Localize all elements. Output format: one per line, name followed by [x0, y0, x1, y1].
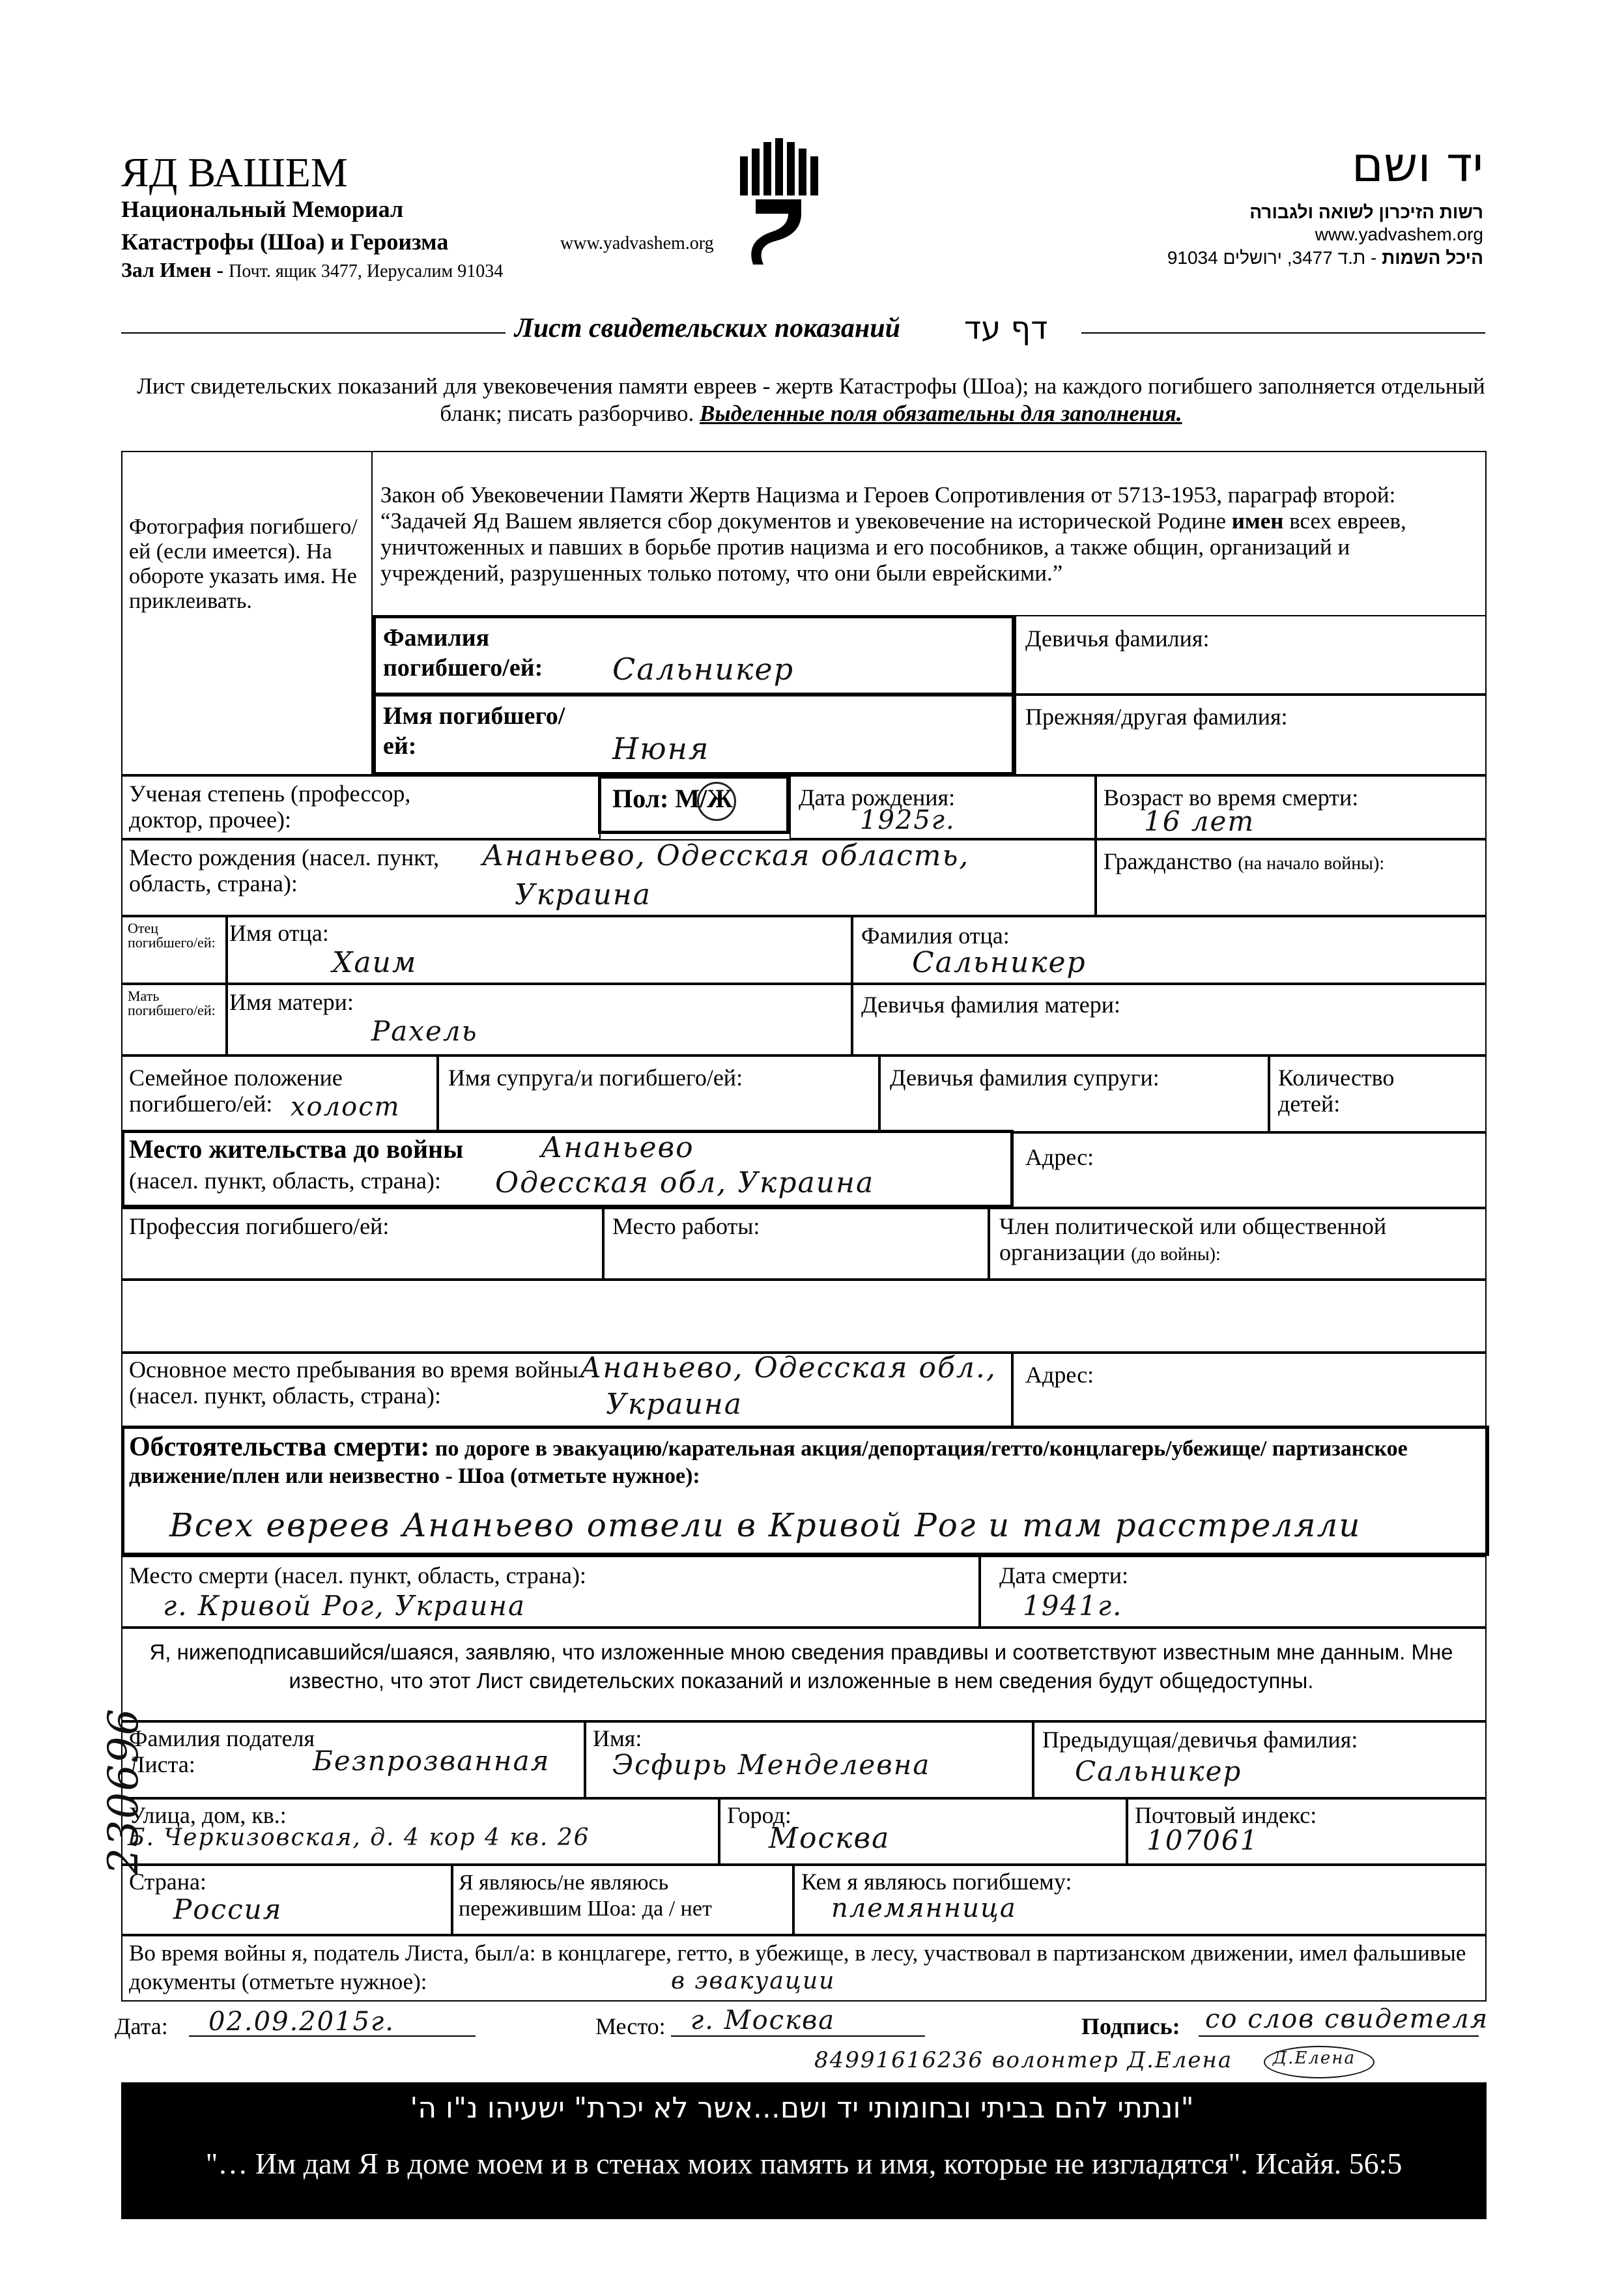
- death-date-label: Дата смерти:: [999, 1562, 1129, 1588]
- url-left[interactable]: www.yadvashem.org: [560, 233, 714, 253]
- circumstances-label-block: [129, 1433, 1477, 1490]
- spouse-name-label: Имя супруга/и погибшего/ей:: [448, 1065, 743, 1091]
- yad-vashem-title-ru: ЯД ВАШЕМ: [121, 149, 348, 195]
- wartime-place-value-1: Ананьево, Одесская обл.,: [580, 1351, 997, 1385]
- country-value: Россия: [173, 1893, 283, 1925]
- relation-label: Кем я являюсь погибшему:: [801, 1869, 1072, 1895]
- residence-value-2: Одесская обл, Украина: [495, 1166, 875, 1199]
- victim-surname-label: Фамилия погибшего/ей:: [383, 624, 543, 682]
- death-place-label: Место смерти (насел. пункт, область, страна):: [129, 1562, 586, 1588]
- date-value: 02.09.2015г.: [208, 2007, 395, 2037]
- sex-label: Пол: М/Ж: [612, 784, 733, 813]
- street-value: Б. Черкизовская, д. 4 кор 4 кв. 26: [128, 1824, 590, 1851]
- dob-label: Дата рождения:: [799, 784, 956, 811]
- url-right[interactable]: www.yadvashem.org: [1315, 224, 1483, 244]
- zip-label: Почтовый индекс:: [1135, 1802, 1317, 1828]
- submitter-name-value: Эсфирь Менделевна: [612, 1749, 931, 1781]
- member-label-main: Член политической или общественной организации: [999, 1213, 1387, 1265]
- signature-line: [1199, 2035, 1479, 2037]
- sex-male-circle-icon: [697, 782, 736, 821]
- circumstances-label: Обстоятельства смерти:: [129, 1432, 430, 1462]
- other-surname-label: Прежняя/другая фамилия:: [1025, 704, 1288, 730]
- member-label: [999, 1213, 1481, 1268]
- declaration-text: Я, нижеподписавшийся/шаяся, заявляю, что изложенные мною сведения правдивы и соответствуют известным мне данным. Мне известно, что этот Лист свидетельских показаний и изложенные в нем сведения будут общедоступны.: [149, 1640, 1453, 1693]
- submitter-surname-value: Безпрозванная: [313, 1745, 550, 1777]
- volunteer-signature-icon: [1264, 2046, 1375, 2078]
- marital-label: Семейное положение погибшего/ей:: [129, 1065, 343, 1117]
- residence-label: Место жительства до войны: [129, 1134, 464, 1164]
- title-rule-right: [1081, 332, 1485, 334]
- blank-row: [121, 1280, 1487, 1353]
- wartime-place-label: Основное место пребывания во время войны (насел. пункт, область, страна):: [129, 1357, 578, 1409]
- circumstances-value: Всех евреев Ананьево отвели в Кривой Рог и там расстреляли: [169, 1506, 1361, 1544]
- children-label: Количество детей:: [1278, 1065, 1395, 1117]
- mother-name-value: Рахель: [371, 1015, 478, 1047]
- hall-of-names-he: [1167, 248, 1483, 268]
- city-value: Москва: [769, 1822, 890, 1855]
- hall-of-names-line: [121, 258, 503, 282]
- circumstances-options: по дороге в эвакуацию/карательная акция/депортация/гетто/концлагерь/убежище/ партизанское движение/плен или неизвестно - Шоа (отметьте нужное):: [129, 1437, 1408, 1488]
- law-text-bold: имен: [1231, 508, 1284, 534]
- residence-value-1: Ананьево: [541, 1131, 694, 1164]
- side-number: 230696: [100, 1707, 148, 1874]
- father-name-value: Хаим: [332, 946, 418, 979]
- submitter-wartime-label: Во время войны я, податель Листа, был/а: в концлагере, гетто, в убежище, в лесу, участвовал в партизанском движении, имел фальшивые документы (отметьте нужное):: [129, 1940, 1466, 1994]
- form-title-hebrew: דף עד: [964, 310, 1048, 347]
- zip-value: 107061: [1147, 1824, 1259, 1856]
- quote-hebrew: "ונתתי להם בביתי ובחומותי יד ושם...אשר לא יכרת" ישעיהו נ"ו ה': [410, 2091, 1194, 2125]
- submitter-wartime-value: в эвакуации: [671, 1968, 836, 1994]
- relation-value: племянница: [831, 1893, 1017, 1923]
- yad-vashem-logo-icon: [730, 137, 821, 267]
- mother-maiden-label: Девичья фамилия матери:: [861, 992, 1121, 1018]
- hall-of-names-label: Зал Имен -: [121, 258, 224, 281]
- country-label: Страна:: [129, 1869, 207, 1895]
- form-title: Лист свидетельских показаний: [515, 313, 900, 343]
- citizenship-label-main: Гражданство: [1104, 848, 1232, 874]
- maiden-name-label: Девичья фамилия:: [1025, 625, 1210, 652]
- intro-mandatory: Выделенные поля обязательны для заполнения.: [700, 401, 1182, 426]
- age-label: Возраст во время смерти:: [1104, 784, 1359, 811]
- workplace-label: Место работы:: [612, 1213, 760, 1239]
- mother-side-label: Мать погибшего/ей:: [128, 988, 216, 1018]
- authority-line-he: רשות הזיכרון לשואה ולגבורה: [1249, 202, 1483, 222]
- city-label: Город:: [727, 1802, 791, 1828]
- submitter-surname-label: Фамилия подателя Листа:: [129, 1725, 315, 1777]
- hall-of-names-he-label: היכל השמות: [1382, 248, 1483, 268]
- hall-of-names-he-address: - ת.ד 3477, ירושלים 91034: [1167, 248, 1382, 268]
- signature-value: со слов свидетеля: [1205, 2004, 1489, 2034]
- law-text: [380, 482, 1475, 586]
- volunteer-signature-text: Д.Елена: [1273, 2048, 1356, 2068]
- yad-vashem-title-he: יד ושם: [1351, 137, 1483, 193]
- degree-label: Ученая степень (профессор, доктор, прочее):: [129, 781, 411, 833]
- marital-value: холост: [291, 1092, 401, 1122]
- death-place-value: г. Кривой Рог, Украина: [163, 1590, 526, 1622]
- profession-label: Профессия погибшего/ей:: [129, 1213, 390, 1239]
- father-name-label: Имя отца:: [229, 920, 329, 946]
- victim-first-name-value: Нюня: [612, 731, 710, 766]
- residence-sub-label: (насел. пункт, область, страна):: [129, 1168, 442, 1194]
- memorial-line-1: Национальный Мемориал: [121, 196, 404, 222]
- date-label: Дата:: [115, 2013, 168, 2039]
- spouse-maiden-label: Девичья фамилия супруги:: [890, 1065, 1160, 1091]
- quote-russian: "… Им дам Я в доме моем и в стенах моих память и имя, которые не изгладятся". Исайя. 56:5: [205, 2147, 1403, 2180]
- hall-of-names-address: Почт. ящик 3477, Иерусалим 91034: [229, 261, 504, 281]
- member-label-note: (до войны):: [1131, 1244, 1221, 1265]
- law-text-part1: Закон об Увековечении Памяти Жертв Нацизма и Героев Сопротивления от 5713-1953, параграф второй: “Задачей Яд Вашем является сбор документов и увековечение на исторической Родине: [380, 482, 1396, 534]
- title-rule-left: [121, 332, 506, 334]
- intro-text: [137, 373, 1485, 427]
- volunteer-note: 84991616236 волонтер Д.Елена: [814, 2047, 1233, 2073]
- intro-body: Лист свидетельских показаний для увековечения памяти евреев - жертв Катастрофы (Шоа); на каждого погибшего заполняется отдельный бланк; писать разборчиво.: [137, 373, 1485, 426]
- quote-band: [121, 2082, 1487, 2219]
- age-value: 16 лет: [1144, 805, 1255, 837]
- death-date-value: 1941г.: [1023, 1590, 1123, 1622]
- place-line: [671, 2035, 925, 2037]
- photo-box-label: Фотография погибшего/ей (если имеется). На обороте указать имя. Не приклеивать.: [129, 515, 358, 613]
- father-surname-value: Сальникер: [912, 946, 1087, 979]
- citizenship-label-note: (на начало войны):: [1238, 854, 1385, 874]
- residence-address-label: Адрес:: [1025, 1144, 1094, 1170]
- mother-name-label: Имя матери:: [229, 989, 354, 1015]
- survivor-label: Я являюсь/не являюсь пережившим Шоа: да / нет: [459, 1871, 712, 1921]
- wartime-place-value-2: Украина: [606, 1388, 743, 1421]
- place-label: Место:: [595, 2013, 666, 2039]
- submitter-name-label: Имя:: [593, 1725, 642, 1751]
- victim-surname-value: Сальникер: [612, 652, 795, 687]
- father-side-label: Отец погибшего/ей:: [128, 920, 216, 951]
- submitter-prev-label: Предыдущая/девичья фамилия:: [1042, 1727, 1358, 1753]
- citizenship-label: [1104, 848, 1384, 877]
- street-label: Улица, дом, кв.:: [129, 1802, 287, 1828]
- dob-value: 1925г.: [860, 805, 956, 835]
- place-value: г. Москва: [691, 2005, 836, 2035]
- signature-label: Подпись:: [1081, 2013, 1180, 2039]
- memorial-line-2: Катастрофы (Шоа) и Героизма: [121, 229, 449, 255]
- victim-first-name-label: Имя погибшего/ей:: [383, 702, 565, 760]
- wartime-address-label: Адрес:: [1025, 1362, 1094, 1388]
- birthplace-value-2: Украина: [515, 878, 652, 912]
- birthplace-value-1: Ананьево, Одесская область,: [482, 839, 970, 872]
- birthplace-label: Место рождения (насел. пункт, область, страна):: [129, 844, 440, 897]
- submitter-prev-value: Сальникер: [1075, 1755, 1242, 1787]
- law-text-part2: всех евреев, уничтоженных и павших в борьбе против нацизма и его пособников, а также общин, организаций и учреждений, разрушенных только потому, что они были еврейскими.”: [380, 508, 1406, 586]
- father-surname-label: Фамилия отца:: [861, 923, 1010, 949]
